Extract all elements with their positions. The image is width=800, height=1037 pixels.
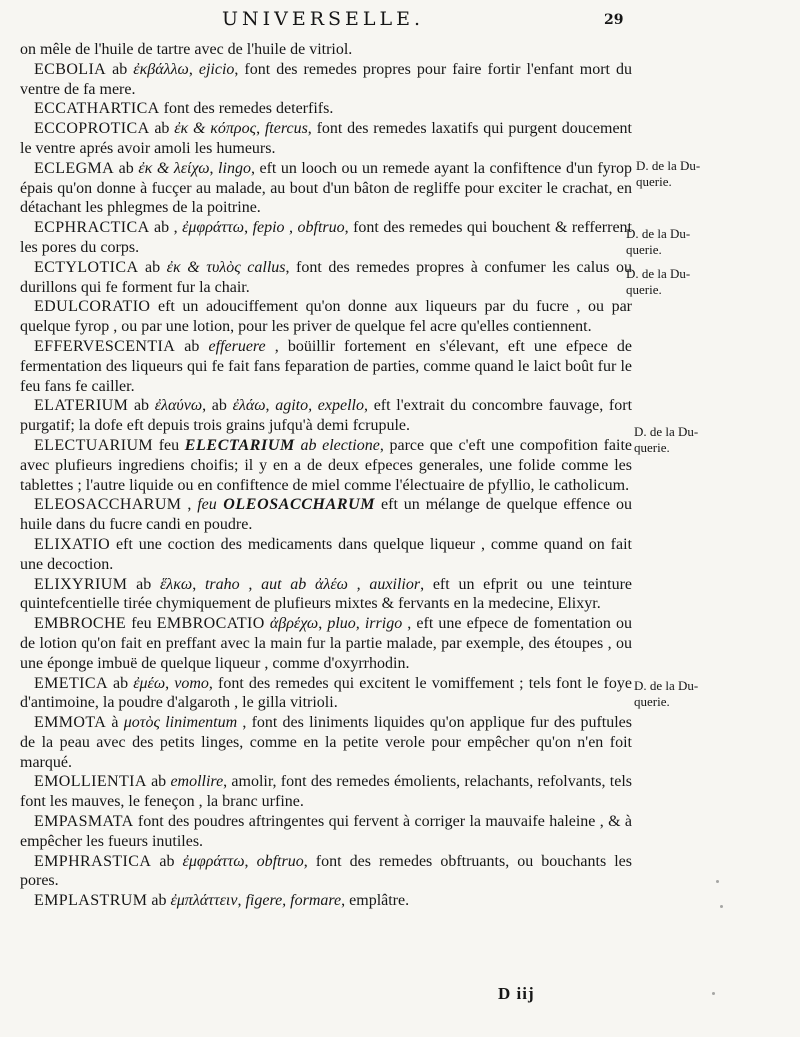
headword: EFFERVESCENTIA: [34, 337, 176, 355]
entry-text: , font des remedes obftruants, ou bouchants les pores.: [20, 852, 632, 890]
headword: ELIXYRIUM: [34, 575, 128, 593]
entry-text: , ab: [202, 397, 233, 415]
entry-eccoprotica: [20, 119, 632, 159]
headword: EMMOTA: [34, 714, 107, 732]
entry-elixyrium: [20, 575, 632, 615]
entry-text: ab: [114, 159, 139, 177]
greek-etymon: ἐμφράττω: [182, 219, 245, 237]
headword: ECPHRACTICA: [34, 219, 150, 237]
entry-text: ab: [149, 120, 175, 138]
latin-gloss: fepio , obftruo: [252, 219, 345, 237]
greek-etymon: ἀβρέχω: [264, 615, 319, 633]
entry-text: ,: [209, 159, 219, 177]
entry-text: , eft un looch ou un remede ayant la confiftence d'un fyrop épais qu'on donne à fucçer au malade, au bout d'un bâton de regliffe pour exciter le crachat, en détachant les phlegmes de la poitrine.: [20, 159, 633, 217]
page-number: 29: [604, 12, 624, 28]
headword-variant: EMBROCATIO: [156, 615, 265, 633]
headword: EMETICA: [34, 674, 108, 692]
headword: ECCOPROTICA: [34, 120, 150, 138]
ink-speck: [712, 992, 715, 995]
greek-etymon: ἐλάω: [232, 397, 266, 415]
entry-text: ab: [151, 852, 183, 870]
greek-etymon: ἐκ & τυλὸς: [166, 258, 241, 276]
latin-gloss: ab electione: [294, 436, 380, 454]
latin-gloss: obftruo: [256, 852, 304, 870]
entry-text: , font des remedes propres pour faire fortir l'enfant mort du ventre de fa mere.: [20, 60, 633, 98]
entry-text: ab: [147, 892, 171, 910]
greek-etymon: ἐκ & κόπρος: [174, 120, 257, 138]
entry-text: font des poudres aftringentes qui fervent à corriger la mauvaife haleine , & à empêcher les fueurs inutiles.: [20, 813, 632, 850]
latin-gloss: feu: [197, 496, 217, 514]
entry-text: , eft une efpece de fomentation ou de lotion qu'on fait en preffant avec la main fur la partie malade, par exemple, des étoupes , ou une éponge imbuë de quelque liqueur , comme d'oxyrrhodin.: [20, 615, 633, 672]
entry-text: ,: [318, 615, 328, 633]
greek-etymon: ἐμφράττω: [182, 852, 245, 870]
headword: EMPHRASTICA: [34, 852, 152, 870]
greek-etymon: ἐκ & λείχω: [138, 159, 210, 177]
page-header: [0, 8, 800, 38]
dictionary-body: [20, 40, 632, 911]
margin-note: D. de la Du- querie.: [626, 226, 691, 257]
entry-text: , parce que c'eft une compofition faite avec plufieurs ingrediens choifis; il y en a de deux efpeces generales, une folide comme les tablettes ; l'autre liquide ou en confiftence de miel comme l'électuaire de pfyllio, le catholicum.: [20, 436, 633, 494]
greek-etymon: ἕλκω: [159, 575, 193, 593]
latin-gloss: vomo: [174, 674, 209, 692]
entry-text: ,: [237, 892, 246, 910]
headword: ECCATHARTICA: [34, 100, 160, 118]
latin-gloss: ejicio: [198, 60, 235, 78]
headword: ECTYLOTICA: [34, 258, 139, 276]
running-head: UNIVERSELLE.: [222, 8, 425, 30]
entry-ecbolia: [20, 60, 632, 100]
latin-gloss: callus: [247, 258, 286, 276]
variant-form: OLEOSACCHARUM: [216, 496, 376, 514]
entry-text: , emplâtre.: [341, 892, 410, 910]
entry-text: ,: [188, 60, 199, 78]
headword: EMPLASTRUM: [34, 892, 148, 910]
entry-text: ,: [192, 575, 205, 593]
entry-text: eft une coction des medicaments dans quelque liqueur , comme quand on fait une decoction.: [20, 535, 632, 573]
entry-eleosaccharum: [20, 495, 632, 535]
headword: EDULCORATIO: [34, 298, 151, 316]
entry-text: , font des remedes laxatifs qui purgent doucement le ventre aprés avoir amoli les humeurs.: [20, 120, 632, 157]
ink-speck: [720, 905, 723, 908]
margin-note: D. de la Du- querie.: [634, 424, 699, 455]
entry-text: ab: [138, 258, 167, 276]
entry-text: ab: [128, 397, 155, 415]
entry-edulcoratio: [20, 297, 632, 337]
greek-etymon: ἐλαύνω: [154, 397, 203, 415]
latin-gloss: emollire: [170, 773, 224, 791]
latin-gloss: figere, formare: [245, 892, 342, 910]
greek-etymon: ἐμπλάττειν: [170, 892, 238, 910]
latin-gloss: agito, expello: [275, 397, 365, 415]
entry-text: , boüillir fortement en s'élevant, eft une efpece de fermentation des liqueurs qui fe fait fans feparation de parties, comme quand le laict boût fur le feu fans fe cailler.: [20, 337, 632, 395]
headword: EMPASMATA: [34, 813, 134, 831]
greek-etymon: μοτὸς: [123, 714, 160, 732]
entry-ecphractica: [20, 218, 632, 258]
entry-text: eft un adouciffement qu'on donne aux liqueurs par du fucre , ou par quelque fyrop , ou par une lotion, pour les priver de quelque fel acre qu'elles contiennent.: [20, 298, 632, 336]
greek-etymon: ἐμέω: [133, 674, 166, 692]
latin-gloss: lingo: [218, 159, 251, 177]
margin-note: D. de la Du- querie.: [636, 158, 701, 189]
entry-text: , font des remedes propres à confumer les calus ou durillons qui fe forment fur la chair.: [20, 258, 632, 296]
entry-emmota: [20, 713, 632, 772]
entry-text: feu: [153, 436, 185, 454]
latin-gloss: linimentum: [165, 714, 238, 732]
entry-text: ,: [165, 674, 175, 692]
entry-text: ab ,: [149, 219, 183, 237]
entry-text: ,: [244, 219, 253, 237]
entry-text: ab: [106, 60, 134, 78]
latin-gloss: efferuere: [208, 337, 266, 355]
entry-embroche: [20, 614, 632, 673]
signature-mark: D iij: [498, 984, 535, 1003]
entry-text: ab: [175, 337, 209, 355]
latin-gloss: ftercus: [264, 120, 308, 138]
entry-effervescentia: [20, 337, 632, 396]
headword: ELIXATIO: [34, 535, 111, 553]
headword: ELATERIUM: [34, 397, 129, 415]
entry-text: on mêle de l'huile de tartre avec de l'huile de vitriol.: [20, 41, 353, 58]
headword: ECLEGMA: [34, 159, 115, 177]
entry-emollientia: [20, 772, 632, 812]
greek-etymon: ἐκβάλλω: [133, 60, 189, 78]
entry-electuarium: [20, 436, 632, 495]
latin-gloss: traho , aut ab ἀλέω , auxilior: [204, 575, 421, 593]
entry-text: ,: [181, 496, 198, 514]
entry-text: ,: [265, 397, 276, 415]
entry-text: feu: [126, 615, 157, 633]
ink-speck: [716, 880, 719, 883]
margin-note: D. de la Du- querie.: [634, 678, 699, 709]
entry-eccathartica: [20, 99, 632, 119]
entry-eclegma: [20, 159, 632, 218]
entry-text: ,: [244, 852, 257, 870]
headword: ELECTUARIUM: [34, 436, 154, 454]
entry-text: , font des liniments liquides qu'on applique fur des puftules de la peau avec des petits linges, comme en la petite verole pour empêcher qu'on n'en foit marqué.: [20, 714, 632, 771]
entry-elixatio: [20, 535, 632, 575]
entry-text: ab: [146, 773, 171, 791]
headword: EMBROCHE: [34, 615, 127, 633]
entry-text: ab: [107, 674, 134, 692]
entry-emetica: [20, 674, 632, 714]
headword: ECBOLIA: [34, 60, 107, 78]
margin-note: D. de la Du- querie.: [626, 266, 691, 297]
entry-ectylotica: [20, 258, 632, 298]
entry-text: , eft l'extrait du concombre fauvage, fort purgatif; la dofe eft depuis trois grains jufqu'à demi fcrupule.: [20, 397, 633, 435]
latin-gloss: pluo, irrigo: [327, 615, 403, 633]
entry-emphrastica: [20, 852, 632, 892]
entry-text: , font des remedes qui bouchent & refferrent les pores du corps.: [20, 219, 633, 256]
entry-text: , amolir, font des remedes émolients, relachants, refolvants, tels font les mauves, le feneçon , la branc urfine.: [20, 773, 632, 811]
headword: EMOLLIENTIA: [34, 773, 147, 791]
entry-emplastrum: [20, 891, 632, 911]
entry-empasmata: [20, 812, 632, 852]
entry-continuation: [20, 40, 632, 60]
entry-text: ,: [256, 120, 265, 138]
entry-text: font des remedes deterfifs.: [159, 100, 334, 118]
headword: ELEOSACCHARUM: [34, 496, 182, 514]
entry-elaterium: [20, 396, 632, 436]
entry-text: , eft un efprit ou une teinture quintefcentielle tirée chymiquement de plufieurs mixtes & fervants en la medecine, Elixyr.: [20, 575, 633, 613]
entry-text: , font des remedes qui excitent le vomiffement ; tels font le foye d'antimoine, la poudre d'algaroth , le gilla vitrioli.: [20, 674, 632, 712]
entry-text: ab: [127, 575, 160, 593]
entry-text: à: [106, 714, 124, 732]
entry-text: eft un mélange de quelque effence ou huile dans du fucre candi en poudre.: [20, 496, 632, 534]
variant-form: ELECTARIUM: [184, 436, 295, 454]
